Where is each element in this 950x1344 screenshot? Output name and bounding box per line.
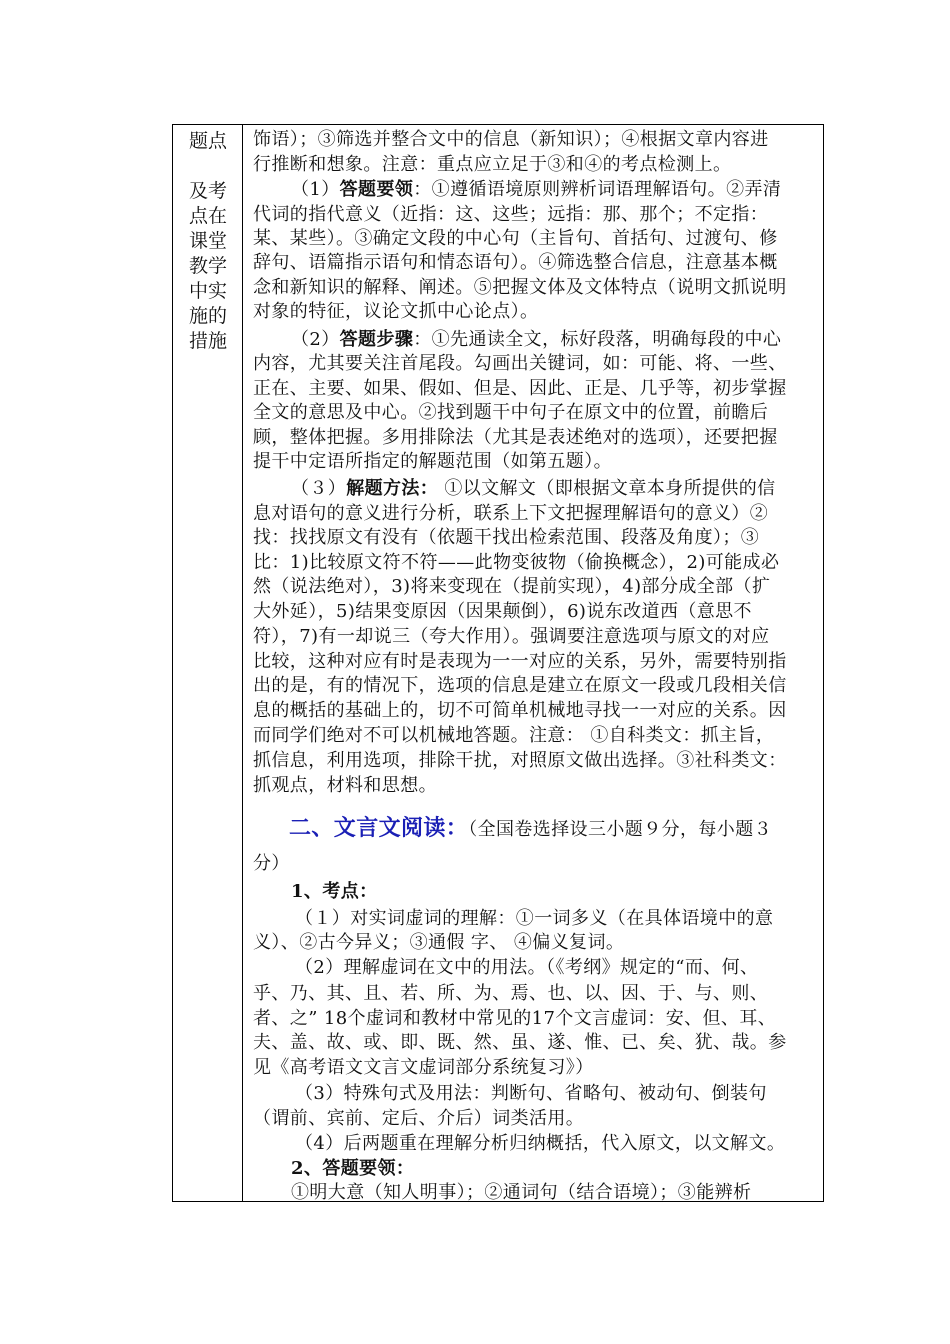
text-line: 找：找找原文有没有（依题干找出检索范围、段落及角度）；③ bbox=[253, 527, 760, 548]
text-line bbox=[291, 178, 781, 202]
text-line: 出的是，有的情况下，选项的信息是建立在原文一段或几段相关信 bbox=[253, 675, 787, 696]
side-label-line: 中实 bbox=[188, 280, 227, 302]
item-heading: 解题方法： bbox=[346, 478, 439, 499]
text-line: 行推断和想象。注意：重点应立足于③和④的考点检测上。 bbox=[253, 154, 732, 175]
section-title: 二、文言文阅读： bbox=[289, 816, 469, 841]
text-line: 比较，这种对应有时是表现为一一对应的关系，另外，需要特别指 bbox=[253, 651, 787, 672]
content-table bbox=[172, 124, 824, 1202]
content-column bbox=[243, 125, 823, 1201]
subsection-title: 2、答题要领： bbox=[291, 1158, 415, 1179]
text-line: 顾，整体把握。多用排除法（尤其是表述绝对的选项），还要把握 bbox=[253, 427, 778, 448]
side-label-top: 题点 bbox=[188, 130, 227, 152]
section-note: （全国卷选择设三小题９分，每小题３ bbox=[468, 819, 773, 840]
section-heading bbox=[289, 817, 772, 842]
text-line: 分） bbox=[253, 853, 290, 874]
subsection-title: 1、考点： bbox=[291, 881, 378, 902]
text-line: （2）理解虚词在文中的用法。（《考纲》规定的“而、何、 bbox=[295, 957, 759, 978]
text-line: 见《高考语文文言文虚词部分系统复习》） bbox=[253, 1057, 594, 1078]
text-line bbox=[291, 477, 776, 501]
text-line: 夫、盖、故、或、即、既、然、虽、遂、惟、已、矣、犹、哉。参 bbox=[253, 1032, 787, 1053]
text-line: 义）、②古今异义；③通假 字、 ④偏义复词。 bbox=[253, 932, 625, 953]
side-label-line: 措施 bbox=[188, 330, 227, 352]
text-line: 对象的特征，议论文抓中心论点）。 bbox=[253, 301, 539, 322]
side-label-line: 施的 bbox=[188, 305, 227, 327]
text-line: 念和新知识的解释、阐述。⑤把握文体及文体特点（说明文抓说明 bbox=[253, 277, 787, 298]
side-label-line: 及考 bbox=[188, 180, 227, 202]
item-heading: 答题步骤 bbox=[339, 329, 414, 350]
item-number: （2） bbox=[291, 329, 340, 350]
text-line: 辞句、语篇指示语句和情态语句）。④筛选整合信息，注意基本概 bbox=[253, 252, 778, 273]
text-line: 然（说法绝对），3)将来变现在（提前实现），4)部分成全部（扩 bbox=[253, 576, 771, 597]
text-line: 饰语）；③筛选并整合文中的信息（新知识）；④根据文章内容进 bbox=[253, 129, 769, 150]
subsection-heading bbox=[291, 1157, 414, 1181]
text-line bbox=[291, 328, 781, 352]
text-line: 者、之” 18个虚词和教材中常见的17个文言虚词：安、但、耳、 bbox=[253, 1008, 777, 1029]
text-line: 正在、主要、如果、假如、但是、因此、正是、几乎等，初步掌握 bbox=[253, 378, 787, 399]
text-line: 比：1)比较原文符不符——此物变彼物（偷换概念），2)可能成必 bbox=[253, 552, 780, 573]
item-text: ：①遵循语境原则辨析词语理解语句。②弄清 bbox=[413, 179, 782, 200]
item-heading: 答题要领 bbox=[339, 179, 414, 200]
text-line: （１）对实词虚词的理解：①一词多义（在具体语境中的意 bbox=[295, 908, 774, 929]
text-line: 乎、乃、其、且、若、所、为、焉、也、以、因、于、与、则、 bbox=[253, 983, 769, 1004]
side-label-line: 课堂 bbox=[188, 230, 227, 252]
text-line: 息的概括的基础上的，切不可简单机械地寻找一一对应的关系。因 bbox=[253, 700, 787, 721]
text-line: 息对语句的意义进行分析，联系上下文把握理解语句的意义）② bbox=[253, 503, 769, 524]
text-line: 而同学们绝对不可以机械地答题。注意： ①自科类文：抓主旨， bbox=[253, 725, 775, 746]
left-label-column bbox=[173, 125, 243, 1201]
side-label-line: 教学 bbox=[188, 255, 227, 277]
item-number: （３） bbox=[291, 478, 347, 499]
text-line: （谓前、宾前、定后、介后）词类活用。 bbox=[253, 1108, 585, 1129]
text-line: 内容，尤其要关注首尾段。勾画出关键词，如：可能、将、一些、 bbox=[253, 353, 787, 374]
text-line: 代词的指代意义（近指：这、这些；远指：那、那个；不定指： bbox=[253, 204, 769, 225]
text-line: 全文的意思及中心。②找到题干中句子在原文中的位置，前瞻后 bbox=[253, 402, 769, 423]
text-line: （4）后两题重在理解分析归纳概括，代入原文，以文解文。 bbox=[295, 1133, 786, 1154]
text-line: 某、某些）。③确定文段的中心句（主旨句、首括句、过渡句、修 bbox=[253, 228, 778, 249]
text-line: 抓信息，利用选项，排除干扰，对照原文做出选择。③社科类文： bbox=[253, 750, 787, 771]
item-text: ：①先通读全文，标好段落，明确每段的中心 bbox=[413, 329, 782, 350]
text-line: 大外延），5)结果变原因（因果颠倒），6)说东改道西（意思不 bbox=[253, 601, 752, 622]
item-text: ①以文解文（即根据文章本身所提供的信 bbox=[438, 478, 776, 499]
text-line: （3）特殊句式及用法：判断句、省略句、被动句、倒装句 bbox=[295, 1083, 767, 1104]
side-label-line: 点在 bbox=[188, 205, 227, 227]
text-line: 符），7)有一却说三（夸大作用）。强调要注意选项与原文的对应 bbox=[253, 626, 770, 647]
subsection-heading bbox=[291, 880, 378, 904]
text-line: 抓观点，材料和思想。 bbox=[253, 775, 437, 796]
text-line: ①明大意（知人明事）；②通词句（结合语境）；③能辨析 bbox=[291, 1182, 752, 1201]
item-number: （1） bbox=[291, 179, 340, 200]
text-line: 提干中定语所指定的解题范围（如第五题）。 bbox=[253, 451, 612, 472]
